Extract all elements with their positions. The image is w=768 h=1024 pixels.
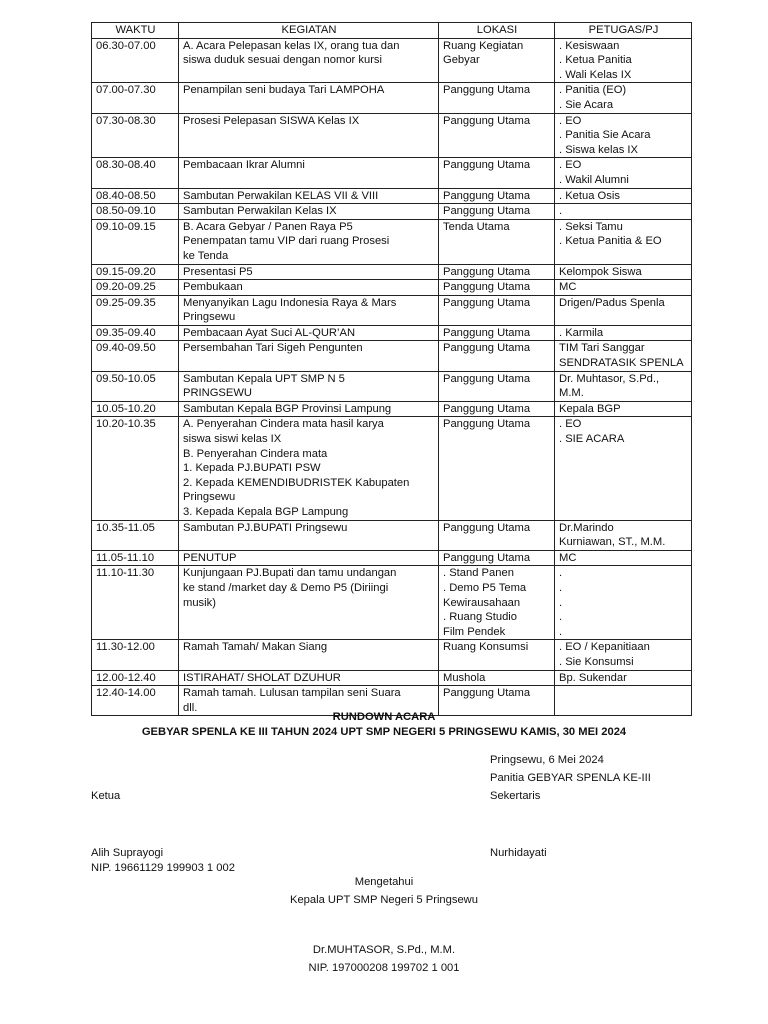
cell-lokasi [439, 371, 555, 401]
lokasi-line: . Ruang Studio [443, 611, 518, 624]
cell-petugas [555, 670, 692, 686]
petugas-line: . Panitia (EO) [559, 84, 627, 97]
waktu-line: 07.00-07.30 [96, 84, 156, 97]
petugas-line: . Ketua Panitia [559, 54, 632, 67]
petugas-line: . [559, 205, 563, 218]
petugas-line: Dr.Marindo [559, 521, 614, 534]
approver-nip: NIP. 197000208 199702 1 001 [308, 962, 460, 974]
table-row [92, 520, 692, 550]
cell-lokasi [439, 520, 555, 550]
waktu-line: 10.35-11.05 [96, 521, 155, 534]
cell-waktu [92, 401, 179, 417]
petugas-line: . [559, 611, 563, 624]
petugas-line: MC [559, 281, 577, 294]
cell-kegiatan [179, 640, 439, 670]
cell-petugas [555, 219, 692, 264]
header-waktu: WAKTU [92, 23, 179, 39]
cell-petugas [555, 401, 692, 417]
petugas-line: Kurniawan, ST., M.M. [559, 536, 666, 549]
cell-petugas [555, 550, 692, 566]
lokasi-line: Mushola [443, 671, 486, 684]
petugas-line: . Seksi Tamu [559, 220, 623, 233]
kegiatan-line: Sambutan PJ.BUPATI Pringsewu [183, 521, 348, 534]
cell-kegiatan [179, 113, 439, 158]
kegiatan-line: ke Tenda [183, 249, 229, 262]
approval-title: Kepala UPT SMP Negeri 5 Pringsewu [289, 894, 478, 906]
kegiatan-line: Persembahan Tari Sigeh Pengunten [183, 342, 363, 355]
petugas-line: Kepala BGP [559, 402, 621, 415]
cell-kegiatan [179, 295, 439, 325]
cell-waktu [92, 264, 179, 280]
cell-lokasi [439, 113, 555, 158]
committee-name: Panitia GEBYAR SPENLA KE-III [490, 772, 651, 784]
table-row [92, 83, 692, 113]
kegiatan-line: Presentasi P5 [183, 265, 253, 278]
cell-waktu [92, 204, 179, 220]
lokasi-line: Panggung Utama [443, 687, 531, 700]
petugas-line: . Karmila [559, 326, 604, 339]
cell-waktu [92, 38, 179, 83]
waktu-line: 10.20-10.35 [96, 418, 156, 431]
header-petugas: PETUGAS/PJ [555, 23, 692, 39]
petugas-line: . Siswa kelas IX [559, 143, 638, 156]
table-header-row [92, 23, 692, 39]
waktu-line: 10.05-10.20 [96, 402, 156, 415]
waktu-line: 09.40-09.50 [96, 342, 156, 355]
cell-waktu [92, 520, 179, 550]
lokasi-line: Film Pendek [443, 625, 506, 638]
table-row [92, 640, 692, 670]
lokasi-line: Panggung Utama [443, 342, 531, 355]
kegiatan-line: siswa duduk sesuai dengan nomor kursi [183, 54, 382, 67]
chair-name: Alih Suprayogi [91, 847, 164, 859]
cell-waktu [92, 280, 179, 296]
cell-kegiatan [179, 83, 439, 113]
petugas-line: . EO [559, 114, 582, 127]
kegiatan-line: A. Acara Pelepasan kelas IX, orang tua dan [183, 39, 400, 52]
cell-petugas [555, 325, 692, 341]
kegiatan-line: Ramah Tamah/ Makan Siang [183, 641, 328, 654]
waktu-line: 08.30-08.40 [96, 159, 156, 172]
cell-petugas [555, 280, 692, 296]
cell-kegiatan [179, 550, 439, 566]
waktu-line: 12.00-12.40 [96, 671, 156, 684]
cell-kegiatan [179, 417, 439, 520]
cell-waktu [92, 325, 179, 341]
cell-lokasi [439, 280, 555, 296]
approver-name: Dr.MUHTASOR, S.Pd., M.M. [312, 944, 456, 956]
cell-waktu [92, 219, 179, 264]
cell-lokasi [439, 325, 555, 341]
kegiatan-line: Sambutan Kepala BGP Provinsi Lampung [183, 402, 392, 415]
cell-lokasi [439, 204, 555, 220]
lokasi-line: Panggung Utama [443, 114, 531, 127]
kegiatan-line: Pembacaan Ayat Suci AL-QUR’AN [183, 326, 356, 339]
lokasi-line: Panggung Utama [443, 205, 531, 218]
cell-waktu [92, 341, 179, 371]
lokasi-line: Panggung Utama [443, 372, 531, 385]
cell-lokasi [439, 295, 555, 325]
cell-waktu [92, 566, 179, 640]
kegiatan-line: PRINGSEWU [183, 387, 252, 400]
cell-kegiatan [179, 401, 439, 417]
kegiatan-line: Pembukaan [183, 281, 243, 294]
lokasi-line: Panggung Utama [443, 296, 531, 309]
petugas-line: Kelompok Siswa [559, 265, 642, 278]
petugas-line: . Kesiswaan [559, 39, 620, 52]
kegiatan-line: Penempatan tamu VIP dari ruang Prosesi [183, 235, 390, 248]
waktu-line: 09.15-09.20 [96, 265, 156, 278]
cell-lokasi [439, 83, 555, 113]
petugas-line: . Panitia Sie Acara [559, 129, 651, 142]
petugas-line: SENDRATASIK SPENLA [559, 357, 684, 370]
waktu-line: 12.40-14.00 [96, 687, 156, 700]
lokasi-line: Gebyar [443, 54, 480, 67]
petugas-line: . Sie Acara [559, 98, 614, 111]
table-row [92, 264, 692, 280]
petugas-line: . SIE ACARA [559, 433, 625, 446]
table-row [92, 371, 692, 401]
lokasi-line: Panggung Utama [443, 281, 531, 294]
cell-petugas [555, 341, 692, 371]
lokasi-line: Panggung Utama [443, 84, 531, 97]
cell-petugas [555, 295, 692, 325]
table-row [92, 219, 692, 264]
cell-lokasi [439, 188, 555, 204]
kegiatan-line: 3. Kepada Kepala BGP Lampung [183, 506, 349, 518]
petugas-line: Drigen/Padus Spenla [559, 296, 665, 309]
lokasi-line: Panggung Utama [443, 265, 531, 278]
cell-waktu [92, 371, 179, 401]
cell-lokasi [439, 158, 555, 188]
cell-lokasi [439, 401, 555, 417]
petugas-line: . Sie Konsumsi [559, 655, 634, 668]
cell-petugas [555, 158, 692, 188]
rundown-table [91, 22, 692, 716]
kegiatan-line: Sambutan Kepala UPT SMP N 5 [183, 372, 345, 385]
table-row [92, 341, 692, 371]
table-row [92, 280, 692, 296]
waktu-line: 11.30-12.00 [96, 641, 155, 654]
cell-kegiatan [179, 670, 439, 686]
kegiatan-line: Kunjungaan PJ.Bupati dan tamu undangan [183, 567, 397, 580]
kegiatan-line: Pembacaan Ikrar Alumni [183, 159, 305, 172]
waktu-line: 09.20-09.25 [96, 281, 156, 294]
cell-kegiatan [179, 520, 439, 550]
cell-lokasi [439, 38, 555, 83]
chair-nip: NIP. 19661129 199903 1 002 [91, 862, 235, 874]
cell-petugas [555, 113, 692, 158]
table-row [92, 38, 692, 83]
header-lokasi: LOKASI [439, 23, 555, 39]
cell-lokasi [439, 640, 555, 670]
petugas-line: . [559, 596, 563, 609]
table-row [92, 417, 692, 520]
lokasi-line: Panggung Utama [443, 159, 531, 172]
waktu-line: 09.35-09.40 [96, 326, 156, 339]
secretary-role: Sekertaris [490, 790, 541, 802]
cell-waktu [92, 295, 179, 325]
secretary-name: Nurhidayati [490, 847, 547, 859]
table-row [92, 113, 692, 158]
kegiatan-line: Penampilan seni budaya Tari LAMPOHA [183, 84, 385, 97]
table-row [92, 670, 692, 686]
kegiatan-line: Sambutan Perwakilan KELAS VII & VIII [183, 189, 379, 202]
kegiatan-line: musik) [183, 596, 216, 609]
cell-waktu [92, 113, 179, 158]
cell-lokasi [439, 670, 555, 686]
kegiatan-line: Prosesi Pelepasan SISWA Kelas IX [183, 114, 360, 127]
cell-waktu [92, 188, 179, 204]
document-title: RUNDOWN ACARA [332, 711, 436, 723]
petugas-line: M.M. [559, 387, 584, 400]
lokasi-line: Panggung Utama [443, 551, 531, 564]
place-date: Pringsewu, 6 Mei 2024 [490, 754, 604, 766]
waktu-line: 11.05-11.10 [96, 551, 155, 564]
cell-petugas [555, 640, 692, 670]
waktu-line: 06.30-07.00 [96, 39, 156, 52]
petugas-line: . EO [559, 418, 582, 431]
cell-petugas [555, 417, 692, 520]
cell-waktu [92, 83, 179, 113]
cell-petugas [555, 371, 692, 401]
petugas-line: . Ketua Panitia & EO [559, 235, 662, 248]
petugas-line [559, 686, 688, 701]
cell-petugas [555, 520, 692, 550]
petugas-line: . EO [559, 159, 582, 172]
lokasi-line: Tenda Utama [443, 220, 510, 233]
cell-kegiatan [179, 371, 439, 401]
petugas-line: MC [559, 551, 577, 564]
waktu-line: 08.40-08.50 [96, 189, 156, 202]
lokasi-line: Panggung Utama [443, 402, 531, 415]
cell-kegiatan [179, 264, 439, 280]
cell-waktu [92, 417, 179, 520]
cell-lokasi [439, 264, 555, 280]
kegiatan-line: A. Penyerahan Cindera mata hasil karya [183, 418, 384, 431]
waktu-line: 07.30-08.30 [96, 114, 156, 127]
petugas-line: . Ketua Osis [559, 189, 620, 202]
cell-kegiatan [179, 38, 439, 83]
petugas-line: Bp. Sukendar [559, 671, 627, 684]
cell-kegiatan [179, 566, 439, 640]
cell-waktu [92, 158, 179, 188]
kegiatan-line: Pringsewu [183, 311, 236, 324]
lokasi-line: Panggung Utama [443, 521, 531, 534]
cell-lokasi [439, 219, 555, 264]
table-row [92, 295, 692, 325]
petugas-line: . Wakil Alumni [559, 173, 629, 186]
cell-lokasi [439, 566, 555, 640]
cell-kegiatan [179, 280, 439, 296]
cell-kegiatan [179, 341, 439, 371]
kegiatan-line: PENUTUP [183, 551, 237, 564]
cell-petugas [555, 188, 692, 204]
kegiatan-line: Menyanyikan Lagu Indonesia Raya & Mars [183, 296, 397, 309]
table-row [92, 188, 692, 204]
kegiatan-line: siswa siswi kelas IX [183, 433, 282, 446]
waktu-line: 09.25-09.35 [96, 296, 156, 309]
kegiatan-line: dll. [183, 701, 198, 714]
cell-petugas [555, 566, 692, 640]
cell-lokasi [439, 341, 555, 371]
cell-petugas [555, 38, 692, 83]
petugas-line: TIM Tari Sanggar [559, 342, 645, 355]
kegiatan-line: 2. Kepada KEMENDIBUDRISTEK Kabupaten [183, 476, 410, 489]
kegiatan-line: 1. Kepada PJ.BUPATI PSW [183, 462, 321, 475]
cell-lokasi [439, 550, 555, 566]
lokasi-line: Panggung Utama [443, 418, 531, 431]
petugas-line: Dr. Muhtasor, S.Pd., [559, 372, 660, 385]
waktu-line: 09.10-09.15 [96, 220, 156, 233]
chair-role: Ketua [91, 790, 121, 802]
cell-petugas [555, 204, 692, 220]
cell-kegiatan [179, 219, 439, 264]
kegiatan-line: ISTIRAHAT/ SHOLAT DZUHUR [183, 671, 341, 684]
lokasi-line: Panggung Utama [443, 326, 531, 339]
lokasi-line: Ruang Kegiatan [443, 39, 524, 52]
kegiatan-line: B. Penyerahan Cindera mata [183, 447, 328, 460]
lokasi-line: . Stand Panen [443, 567, 514, 580]
table-body [92, 38, 692, 716]
waktu-line: 08.50-09.10 [96, 205, 156, 218]
cell-kegiatan [179, 325, 439, 341]
petugas-line: . [559, 625, 563, 638]
table-row [92, 566, 692, 640]
kegiatan-line: Pringsewu [183, 491, 236, 504]
lokasi-line: . Demo P5 Tema [443, 581, 527, 594]
cell-petugas [555, 83, 692, 113]
table-row [92, 325, 692, 341]
kegiatan-line: Sambutan Perwakilan Kelas IX [183, 205, 337, 218]
approval-label: Mengetahui [354, 876, 414, 888]
petugas-line: . EO / Kepanitiaan [559, 641, 650, 654]
cell-kegiatan [179, 204, 439, 220]
waktu-line: 09.50-10.05 [96, 372, 156, 385]
cell-kegiatan [179, 188, 439, 204]
petugas-line: . [559, 581, 563, 594]
table-row [92, 401, 692, 417]
lokasi-line: Ruang Konsumsi [443, 641, 529, 654]
kegiatan-line: B. Acara Gebyar / Panen Raya P5 [183, 220, 353, 233]
petugas-line: . [559, 567, 563, 580]
document-subtitle: GEBYAR SPENLA KE III TAHUN 2024 UPT SMP NEGERI 5 PRINGSEWU KAMIS, 30 MEI 2024 [141, 726, 627, 738]
cell-waktu [92, 550, 179, 566]
cell-petugas [555, 264, 692, 280]
cell-waktu [92, 670, 179, 686]
petugas-line: . Wali Kelas IX [559, 68, 632, 81]
cell-kegiatan [179, 158, 439, 188]
lokasi-line: Panggung Utama [443, 189, 531, 202]
table-row [92, 550, 692, 566]
table-row [92, 158, 692, 188]
header-kegiatan: KEGIATAN [179, 23, 439, 39]
kegiatan-line: ke stand /market day & Demo P5 (Diriingi [183, 581, 389, 594]
cell-lokasi [439, 417, 555, 520]
waktu-line: 11.10-11.30 [96, 567, 155, 580]
lokasi-line: Kewirausahaan [443, 596, 521, 609]
cell-waktu [92, 640, 179, 670]
table-row [92, 204, 692, 220]
kegiatan-line: Ramah tamah. Lulusan tampilan seni Suara [183, 687, 401, 700]
